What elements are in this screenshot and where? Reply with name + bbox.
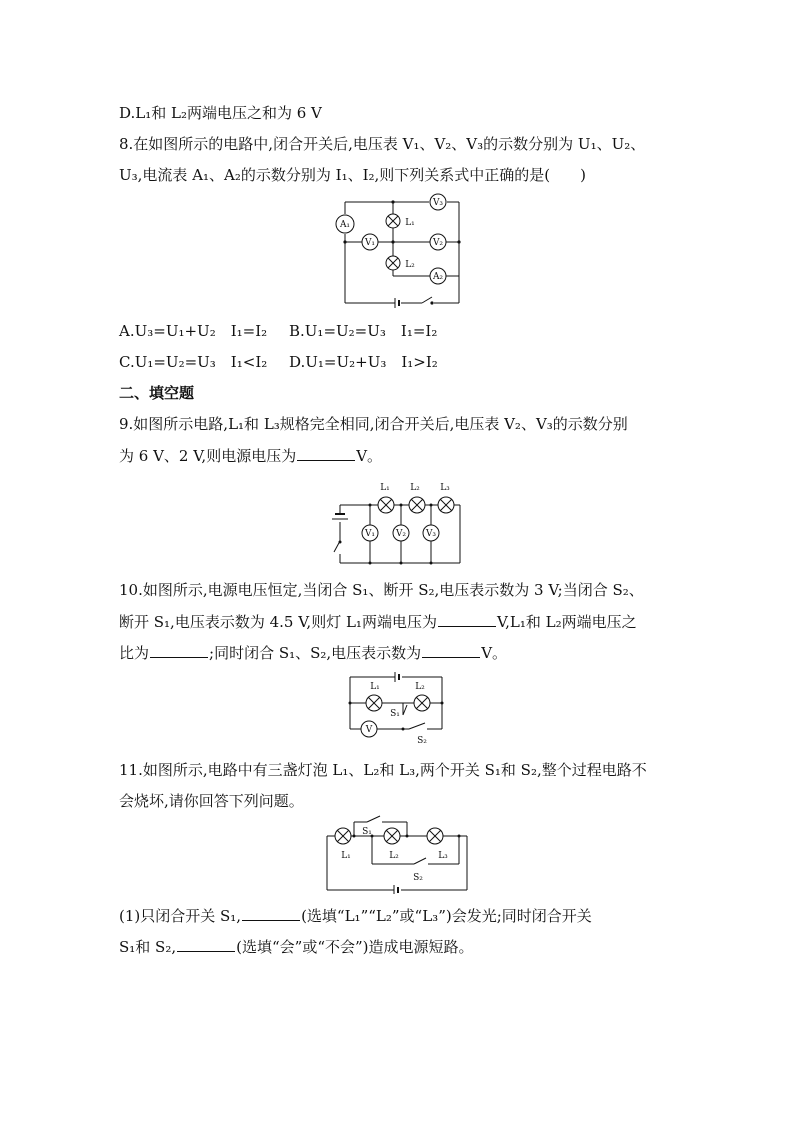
fig11-label-l3: L₃ [438,851,448,861]
q9-circuit-diagram [325,476,465,568]
fig9-label-l3: L₃ [440,483,450,493]
q8-option-a: A.U₃=U₁+U₂ I₁=I₂ [119,322,268,340]
q10-answer-blank-3[interactable] [422,642,480,658]
q8-stem-line2: U₃,电流表 A₁、A₂的示数分别为 I₁、I₂,则下列关系式中正确的是( ) [119,166,587,184]
q11-answer-blank-2[interactable] [177,936,235,952]
q11-sub1-line1: (1)只闭合开关 S₁, (选填“L₁”“L₂”或“L₃”)会发光;同时闭合开关 [119,907,592,925]
fig9-label-v1: V₁ [364,529,376,539]
section-heading-fill-in: 二、填空题 [119,384,195,402]
fig8-label-v1: V₁ [364,238,376,248]
q10-stem-line3: 比为 ;同时闭合 S₁、S₂,电压表示数为 V。 [119,644,508,662]
q8-option-b: B.U₁=U₂=U₃ I₁=I₂ [289,322,438,340]
fig8-label-l2: L₂ [405,260,415,270]
q10-circuit-diagram [345,671,447,747]
fig11-label-s2: S₂ [413,873,423,883]
q11-stem-line1: 11.如图所示,电路中有三盏灯泡 L₁、L₂和 L₃,两个开关 S₁和 S₂,整个过程电路不 [119,761,647,779]
q10-answer-blank-1[interactable] [438,611,496,627]
q8-option-d: D.U₁=U₂+U₃ I₁>I₂ [289,353,438,371]
fig11-label-l1: L₁ [341,851,351,861]
q10-stem-line2: 断开 S₁,电压表示数为 4.5 V,则灯 L₁两端电压为 V,L₁和 L₂两端电压之 [119,613,637,631]
q9-stem-line2: 为 6 V、2 V,则电源电压为 V。 [119,447,383,465]
fig11-label-l2: L₂ [389,851,399,861]
fig9-label-l1: L₁ [380,483,390,493]
q11-sub1-line2: S₁和 S₂, (选填“会”或“不会”)造成电源短路。 [119,938,474,956]
q11-circuit-diagram [322,814,472,894]
fig10-label-v: V [365,725,373,735]
q10-stem-line1: 10.如图所示,电源电压恒定,当闭合 S₁、断开 S₂,电压表示数为 3 V;当闭合 S₂、 [119,581,644,599]
q10-answer-blank-2[interactable] [150,642,208,658]
fig10-label-l1: L₁ [370,682,380,692]
fig8-label-v2: V₂ [432,238,444,248]
fig8-label-a1: A₁ [339,220,351,230]
q7-option-d: D.L₁和 L₂两端电压之和为 6 V [119,104,322,122]
fig9-label-v3: V₃ [425,529,437,539]
q9-answer-blank[interactable] [297,445,355,461]
fig8-label-a2: A₂ [432,272,444,282]
fig10-label-s1: S₁ [390,709,400,719]
fig11-label-s1: S₁ [362,827,372,837]
fig9-label-v2: V₂ [395,529,407,539]
fig10-label-l2: L₂ [415,682,425,692]
q8-circuit-diagram [330,192,466,308]
fig8-label-v3: V₃ [432,198,444,208]
fig8-label-l1: L₁ [405,218,415,228]
q8-option-c: C.U₁=U₂=U₃ I₁<I₂ [119,353,268,371]
fig9-label-l2: L₂ [410,483,420,493]
fig10-label-s2: S₂ [417,736,427,746]
q9-stem-line1: 9.如图所示电路,L₁和 L₃规格完全相同,闭合开关后,电压表 V₂、V₃的示数分别 [119,415,628,433]
q8-stem-line1: 8.在如图所示的电路中,闭合开关后,电压表 V₁、V₂、V₃的示数分别为 U₁、U₂、 [119,135,646,153]
q11-answer-blank-1[interactable] [242,905,300,921]
q11-stem-line2: 会烧坏,请你回答下列问题。 [119,792,304,810]
